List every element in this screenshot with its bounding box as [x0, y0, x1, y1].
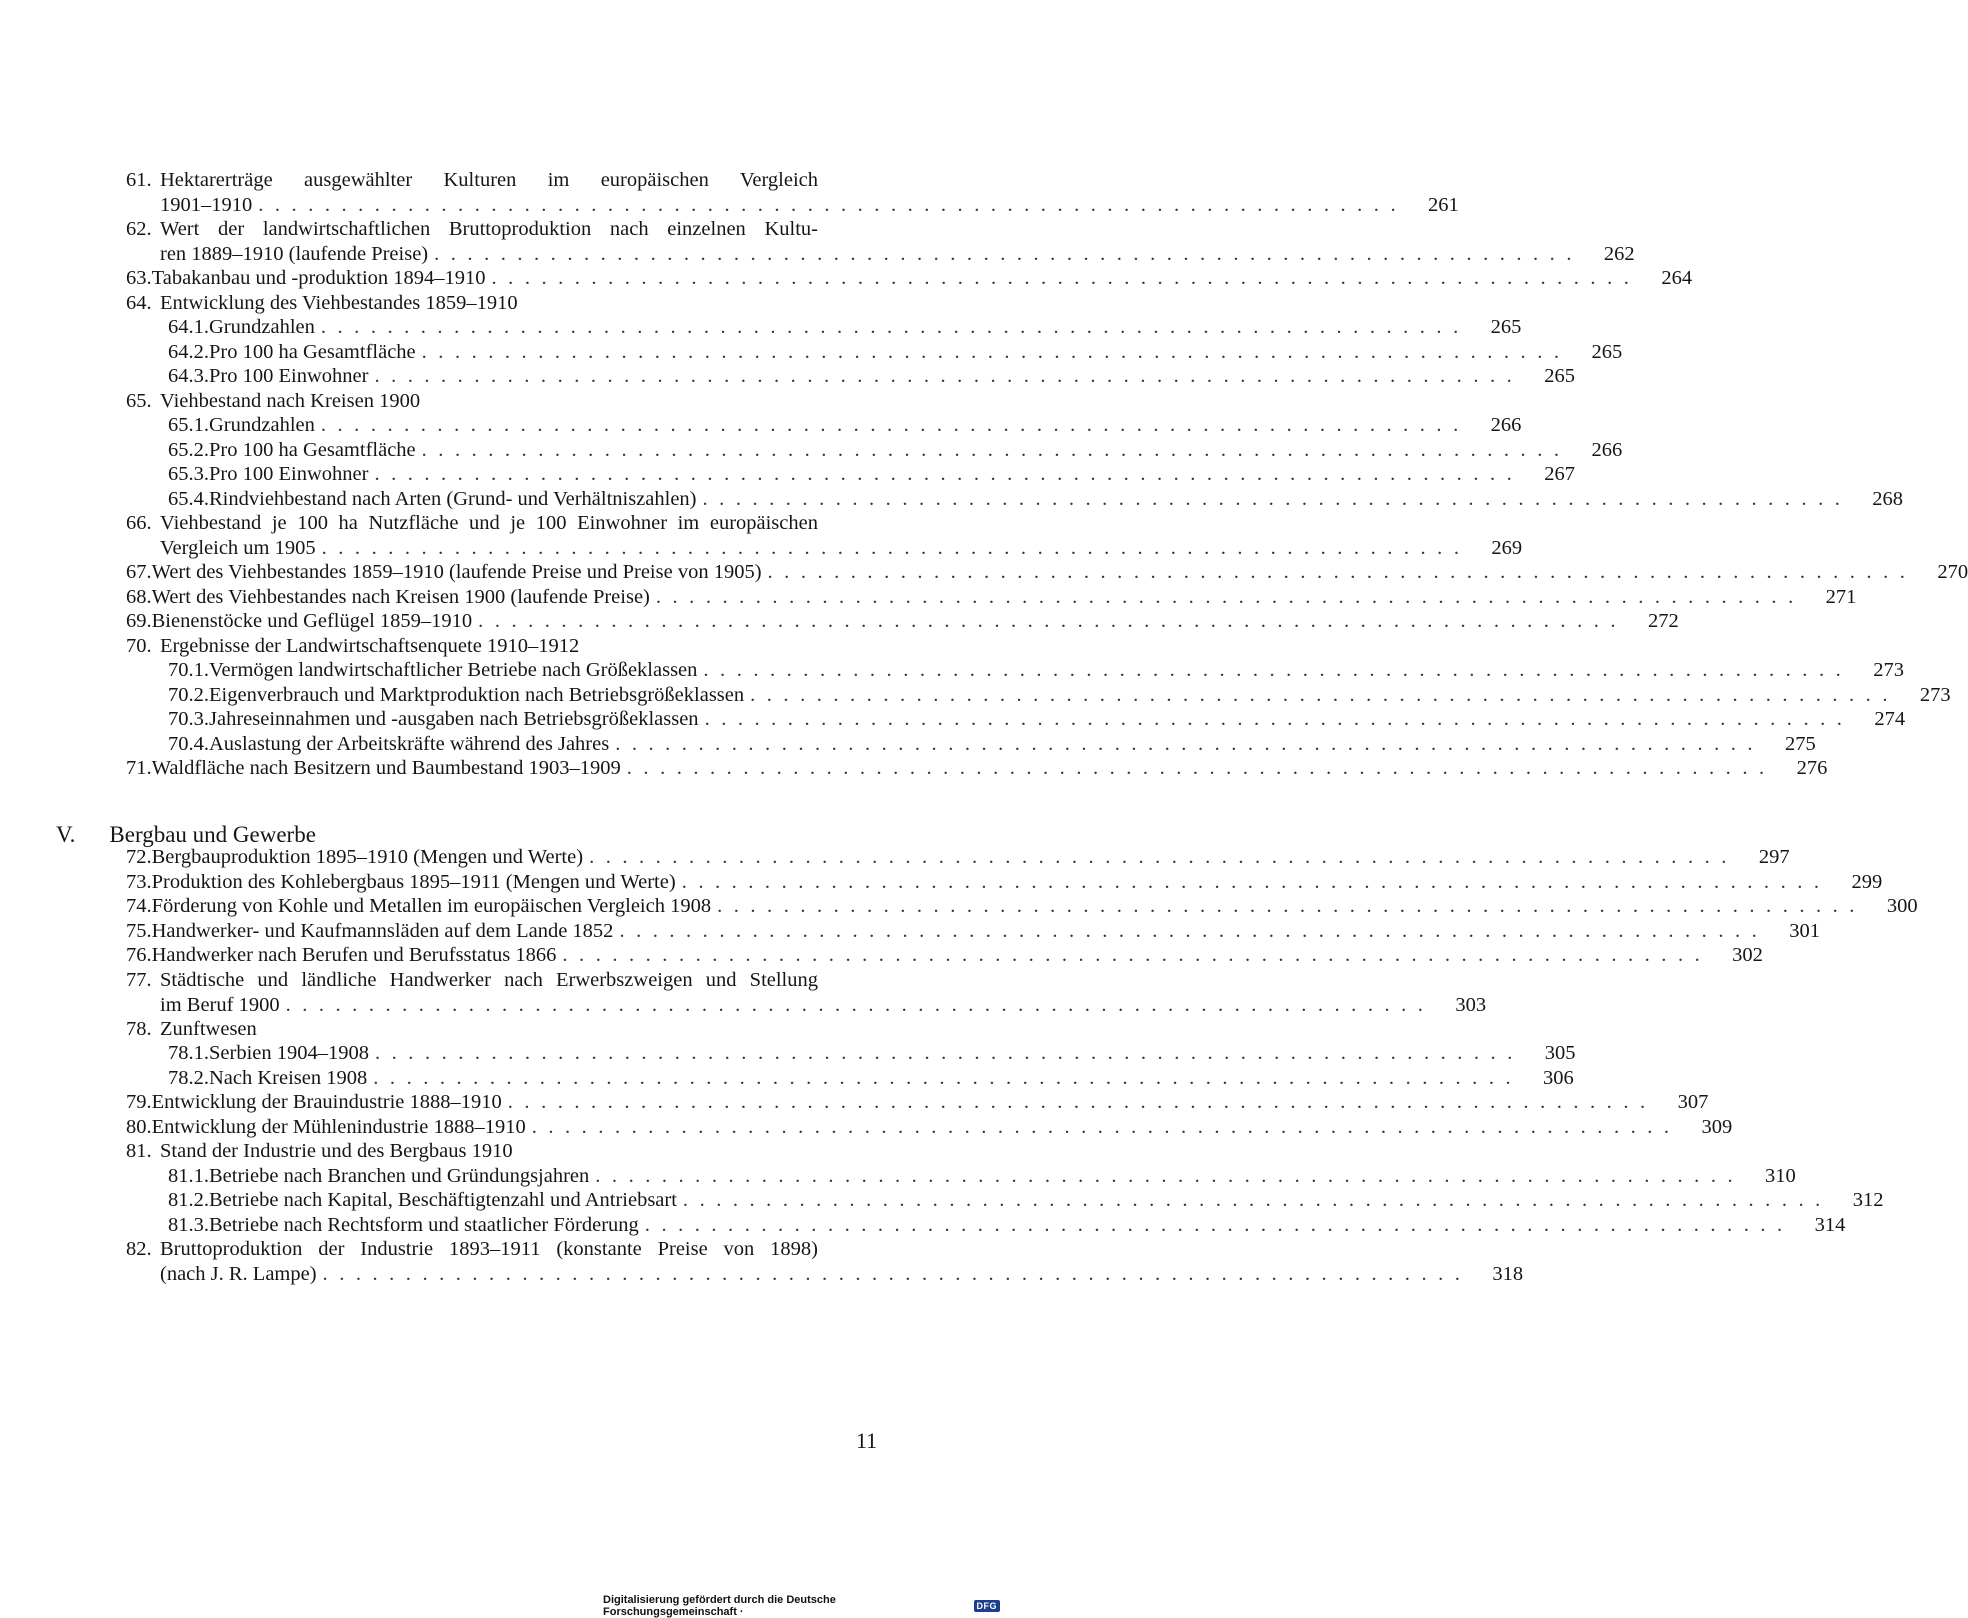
toc-entry-title: Zunftwesen [160, 1017, 257, 1040]
toc-entry-number: 64.2. [168, 340, 209, 363]
toc-entry-number: 65.1. [168, 414, 209, 436]
toc-entry [126, 389, 878, 414]
toc-entry [126, 266, 1693, 291]
leader-dots: . . . . . . . . . . . . . . . . . . . . . . . . . . . . . . . . . . . . . . . . . . . . . . . . . . . . . . . . . . . . . . . . . . . . . [644, 1213, 1786, 1236]
toc-entry-number: 78. [126, 1017, 152, 1040]
toc-page-number: 314 [1814, 1213, 1846, 1236]
leader-dots: . . . . . . . . . . . . . . . . . . . . . . . . . . . . . . . . . . . . . . . . . . . . . . . . . . . . . . . . . . . . . . . . . . . . . [322, 1263, 1464, 1285]
leader-dots: . . . . . . . . . . . . . . . . . . . . . . . . . . . . . . . . . . . . . . . . . . . . . . . . . . . . . . . . . . . . . . . . . . . . . [595, 1164, 1736, 1187]
toc-page-number: 275 [1784, 732, 1816, 755]
toc-entry-title: Bruttoproduktion der Industrie 1893–1911 (konstante Preise von 1898) [160, 1238, 818, 1260]
toc-entry-title: Wert des Viehbestandes nach Kreisen 1900 (laufende Preise) [151, 585, 650, 608]
toc-entry-number: 62. [126, 218, 152, 240]
toc-entry-number: 72. [126, 846, 152, 868]
toc-entry-title: Entwicklung der Brauindustrie 1888–1910 [151, 1091, 502, 1113]
toc-entry-title: Vermögen landwirtschaftlicher Betriebe nach Größeklassen [209, 659, 698, 681]
toc-entry [168, 683, 1951, 708]
toc-entry-title: Hektarerträge ausgewählter Kulturen im europäischen Vergleich [160, 169, 818, 191]
leader-dots: . . . . . . . . . . . . . . . . . . . . . . . . . . . . . . . . . . . . . . . . . . . . . . . . . . . . . . . . . . . . . . . . . . . . . [491, 267, 1633, 289]
toc-entry-number: 70. [126, 634, 152, 657]
leader-dots: . . . . . . . . . . . . . . . . . . . . . . . . . . . . . . . . . . . . . . . . . . . . . . . . . . . . . . . . . . . . . . . . . . . . . [478, 610, 1619, 632]
toc-entry-title: im Beruf 1900 [160, 993, 280, 1016]
toc-page-number: 269 [1491, 537, 1523, 559]
toc-entry-title: Wert des Viehbestandes 1859–1910 (laufende Preise und Preise von 1905) [151, 561, 762, 583]
toc-page-number: 318 [1492, 1263, 1524, 1285]
toc-page-number: 264 [1661, 267, 1693, 289]
toc-entry-title: Viehbestand nach Kreisen 1900 [160, 389, 421, 412]
toc-page-number: 312 [1852, 1189, 1884, 1211]
toc-entry [168, 732, 1816, 757]
toc-entry-number: 64.1. [168, 316, 209, 338]
toc-entry [168, 658, 1904, 683]
toc-entry-title: Tabakanbau und -produktion 1894–1910 [151, 267, 486, 289]
toc-entry [126, 291, 878, 316]
toc-page-number: 265 [1544, 365, 1575, 387]
toc-entry-number: 70.2. [168, 683, 209, 706]
toc-entry [126, 217, 1635, 267]
toc-entry [168, 1041, 1576, 1066]
leader-dots: . . . . . . . . . . . . . . . . . . . . . . . . . . . . . . . . . . . . . . . . . . . . . . . . . . . . . . . . . . . . . . . . . . . . . [507, 1091, 1649, 1113]
leader-dots: . . . . . . . . . . . . . . . . . . . . . . . . . . . . . . . . . . . . . . . . . . . . . . . . . . . . . . . . . . . . . . . . . . . . . [421, 340, 1563, 363]
toc-page-number: 309 [1701, 1115, 1733, 1138]
toc-entry [168, 438, 1623, 463]
toc-entry-title: Betriebe nach Kapital, Beschäftigtenzahl und Antriebsart [209, 1189, 677, 1211]
leader-dots: . . . . . . . . . . . . . . . . . . . . . . . . . . . . . . . . . . . . . . . . . . . . . . . . . . . . . . . . . . . . . . . . . . . . . [374, 365, 1515, 387]
dfg-logo: DFG [974, 1600, 1001, 1612]
toc-entry [126, 609, 1679, 634]
toc-page-number: 276 [1796, 757, 1828, 779]
toc-entry-number: 67. [126, 561, 152, 583]
toc-entry [126, 1237, 1524, 1287]
toc-entry-title: ren 1889–1910 (laufende Preise) [160, 243, 429, 265]
leader-dots: . . . . . . . . . . . . . . . . . . . . . . . . . . . . . . . . . . . . . . . . . . . . . . . . . . . . . . . . . . . . . . . . . . . . . [374, 463, 1515, 485]
toc-page-number: 268 [1872, 487, 1904, 510]
leader-dots: . . . . . . . . . . . . . . . . . . . . . . . . . . . . . . . . . . . . . . . . . . . . . . . . . . . . . . . . . . . . . . . . . . . . . [655, 585, 1797, 608]
page-number: 11 [856, 1428, 878, 1453]
toc-entry [126, 585, 1857, 610]
toc-entry-number: 81. [126, 1140, 152, 1162]
leader-dots: . . . . . . . . . . . . . . . . . . . . . . . . . . . . . . . . . . . . . . . . . . . . . . . . . . . . . . . . . . . . . . . . . . . . . [681, 870, 1823, 893]
toc-page-number: 274 [1874, 708, 1906, 730]
leader-dots: . . . . . . . . . . . . . . . . . . . . . . . . . . . . . . . . . . . . . . . . . . . . . . . . . . . . . . . . . . . . . . . . . . . . . [531, 1115, 1673, 1138]
toc-entry [168, 1164, 1796, 1189]
toc-entry-title: Grundzahlen [209, 316, 315, 338]
toc-entry [168, 1213, 1846, 1238]
toc-entry [126, 1017, 878, 1042]
toc-page-number: 299 [1851, 870, 1883, 893]
toc-entry-title: Jahreseinnahmen und -ausgaben nach Betriebsgrößeklassen [209, 708, 699, 730]
toc-entry-title: Pro 100 ha Gesamtfläche [209, 438, 416, 461]
leader-dots: . . . . . . . . . . . . . . . . . . . . . . . . . . . . . . . . . . . . . . . . . . . . . . . . . . . . . . . . . . . . . . . . . . . . . [373, 1066, 1514, 1089]
toc-entry-title: (nach J. R. Lampe) [160, 1263, 317, 1285]
toc-entry-number: 70.4. [168, 732, 209, 755]
toc-entry [126, 845, 1790, 870]
toc-entry [126, 1090, 1709, 1115]
toc-page-number: 273 [1873, 659, 1904, 681]
toc-entry-title: Handwerker- und Kaufmannsläden auf dem Lande 1852 [151, 919, 614, 942]
leader-dots: . . . . . . . . . . . . . . . . . . . . . . . . . . . . . . . . . . . . . . . . . . . . . . . . . . . . . . . . . . . . . . . . . . . . . [285, 993, 1427, 1016]
toc-entry-number: 65.2. [168, 438, 209, 461]
toc-entry-number: 63. [126, 267, 152, 289]
toc-entry-title: Auslastung der Arbeitskräfte während des Jahres [209, 732, 610, 755]
toc-entry-title: Entwicklung des Viehbestandes 1859–1910 [160, 291, 518, 314]
toc-entry [168, 462, 1575, 487]
toc-entry [126, 919, 1820, 944]
toc-entry [126, 943, 1763, 968]
toc-entry [126, 168, 1459, 218]
toc-page-number: 297 [1758, 846, 1790, 868]
toc-entry [168, 413, 1522, 438]
toc-page-number: 300 [1886, 895, 1918, 917]
toc-entry-number: 78.2. [168, 1066, 209, 1089]
toc-entry [168, 315, 1522, 340]
toc-entry [168, 707, 1906, 732]
toc-entry-title: Wert der landwirtschaftlichen Bruttoproduktion nach einzelnen Kultu- [160, 218, 818, 240]
toc-entry-number: 76. [126, 944, 152, 966]
toc-entry-title: Eigenverbrauch und Marktproduktion nach Betriebsgrößeklassen [209, 683, 745, 706]
toc-entry-number: 65.3. [168, 463, 209, 485]
leader-dots: . . . . . . . . . . . . . . . . . . . . . . . . . . . . . . . . . . . . . . . . . . . . . . . . . . . . . . . . . . . . . . . . . . . . . [434, 243, 1575, 265]
toc-entry-title: Rindviehbestand nach Arten (Grund- und Verhältniszahlen) [209, 487, 697, 510]
toc-entry-title: Betriebe nach Rechtsform und staatlicher Förderung [209, 1213, 639, 1236]
toc-entry-title: Handwerker nach Berufen und Berufsstatus 1866 [151, 944, 557, 966]
toc-entry-title: Bergbauproduktion 1895–1910 (Mengen und Werte) [151, 846, 584, 868]
toc-entry-number: 65.4. [168, 487, 209, 510]
toc-entry [126, 894, 1918, 919]
toc-entry-number: 61. [126, 169, 152, 191]
toc-page-number: 310 [1765, 1164, 1796, 1187]
toc-entry [126, 1115, 1733, 1140]
toc-entry-title: Pro 100 ha Gesamtfläche [209, 340, 416, 363]
toc-entry-number: 66. [126, 512, 152, 534]
leader-dots: . . . . . . . . . . . . . . . . . . . . . . . . . . . . . . . . . . . . . . . . . . . . . . . . . . . . . . . . . . . . . . . . . . . . . [682, 1189, 1824, 1211]
toc-page-number: 266 [1490, 414, 1522, 436]
toc-page-number: 261 [1428, 194, 1459, 216]
toc-entry [168, 1188, 1884, 1213]
toc-page-number: 265 [1591, 340, 1623, 363]
toc-entry [126, 634, 878, 659]
toc-entry-title: Waldfläche nach Besitzern und Baumbestand 1903–1909 [151, 757, 621, 779]
footer-text: Digitalisierung gefördert durch die Deutsche Forschungsgemeinschaft · [603, 1594, 836, 1618]
section-heading [56, 822, 316, 848]
toc-entry-number: 64.3. [168, 365, 209, 387]
toc-entry-number: 71. [126, 757, 152, 779]
leader-dots: . . . . . . . . . . . . . . . . . . . . . . . . . . . . . . . . . . . . . . . . . . . . . . . . . . . . . . . . . . . . . . . . . . . . . [702, 487, 1844, 510]
toc-page-number: 303 [1455, 993, 1487, 1016]
leader-dots: . . . . . . . . . . . . . . . . . . . . . . . . . . . . . . . . . . . . . . . . . . . . . . . . . . . . . . . . . . . . . . . . . . . . . [258, 194, 1399, 216]
leader-dots: . . . . . . . . . . . . . . . . . . . . . . . . . . . . . . . . . . . . . . . . . . . . . . . . . . . . . . . . . . . . . . . . . . . . . [704, 708, 1846, 730]
toc-entry-title: Bienenstöcke und Geflügel 1859–1910 [151, 610, 473, 632]
leader-dots: . . . . . . . . . . . . . . . . . . . . . . . . . . . . . . . . . . . . . . . . . . . . . . . . . . . . . . . . . . . . . . . . . . . . . [320, 316, 1462, 338]
toc-entry [126, 560, 1968, 585]
toc-entry [168, 1066, 1574, 1091]
leader-dots: . . . . . . . . . . . . . . . . . . . . . . . . . . . . . . . . . . . . . . . . . . . . . . . . . . . . . . . . . . . . . . . . . . . . . [717, 895, 1858, 917]
toc-entry-number: 81.3. [168, 1213, 209, 1236]
toc-entry-title: Entwicklung der Mühlenindustrie 1888–1910 [151, 1115, 526, 1138]
leader-dots: . . . . . . . . . . . . . . . . . . . . . . . . . . . . . . . . . . . . . . . . . . . . . . . . . . . . . . . . . . . . . . . . . . . . . [375, 1042, 1516, 1064]
toc-page-number: 262 [1603, 243, 1635, 265]
section-numeral: V. [56, 822, 76, 847]
toc-entry-title: Produktion des Kohlebergbaus 1895–1911 (Mengen und Werte) [151, 870, 676, 893]
toc-entry-number: 74. [126, 895, 152, 917]
toc-entry-title: Serbien 1904–1908 [209, 1042, 369, 1064]
toc-entry-title: Nach Kreisen 1908 [209, 1066, 368, 1089]
toc-entry-number: 69. [126, 610, 152, 632]
toc-entry-number: 81.2. [168, 1189, 209, 1211]
leader-dots: . . . . . . . . . . . . . . . . . . . . . . . . . . . . . . . . . . . . . . . . . . . . . . . . . . . . . . . . . . . . . . . . . . . . . [750, 683, 1891, 706]
leader-dots: . . . . . . . . . . . . . . . . . . . . . . . . . . . . . . . . . . . . . . . . . . . . . . . . . . . . . . . . . . . . . . . . . . . . . [320, 414, 1462, 436]
leader-dots: . . . . . . . . . . . . . . . . . . . . . . . . . . . . . . . . . . . . . . . . . . . . . . . . . . . . . . . . . . . . . . . . . . . . . [703, 659, 1844, 681]
toc-entry-number: 65. [126, 389, 152, 412]
toc-entry [126, 870, 1883, 895]
toc-entry-number: 77. [126, 968, 152, 991]
toc-entry [126, 511, 1523, 561]
toc-entry-title: Stand der Industrie und des Bergbaus 1910 [160, 1140, 513, 1162]
toc-entry [168, 364, 1575, 389]
toc-entry-title: Ergebnisse der Landwirtschaftsenquete 1910–1912 [160, 634, 580, 657]
leader-dots: . . . . . . . . . . . . . . . . . . . . . . . . . . . . . . . . . . . . . . . . . . . . . . . . . . . . . . . . . . . . . . . . . . . . . [767, 561, 1909, 583]
toc-entry-number: 73. [126, 870, 152, 893]
toc-page-number: 267 [1544, 463, 1575, 485]
toc-page-number: 301 [1789, 919, 1820, 942]
toc-entry [126, 968, 1487, 1018]
toc-entry-title: Pro 100 Einwohner [209, 365, 369, 387]
toc-page-number: 272 [1647, 610, 1679, 632]
leader-dots: . . . . . . . . . . . . . . . . . . . . . . . . . . . . . . . . . . . . . . . . . . . . . . . . . . . . . . . . . . . . . . . . . . . . . [619, 919, 1760, 942]
toc-entry-title: Vergleich um 1905 [160, 537, 316, 559]
toc-page-number: 265 [1490, 316, 1522, 338]
toc-entry-number: 81.1. [168, 1164, 209, 1187]
toc-entry [126, 756, 1828, 781]
toc-entry-number: 64. [126, 291, 152, 314]
toc-entry [126, 1139, 878, 1164]
toc-page-number: 273 [1919, 683, 1951, 706]
toc-page-number: 305 [1544, 1042, 1576, 1064]
toc-entry-number: 78.1. [168, 1042, 209, 1064]
toc-page-number: 266 [1591, 438, 1623, 461]
toc-entry-number: 82. [126, 1238, 152, 1260]
toc-page-number: 270 [1937, 561, 1968, 583]
toc-entry-number: 79. [126, 1091, 152, 1113]
leader-dots: . . . . . . . . . . . . . . . . . . . . . . . . . . . . . . . . . . . . . . . . . . . . . . . . . . . . . . . . . . . . . . . . . . . . . [615, 732, 1756, 755]
toc-entry-title: Grundzahlen [209, 414, 315, 436]
leader-dots: . . . . . . . . . . . . . . . . . . . . . . . . . . . . . . . . . . . . . . . . . . . . . . . . . . . . . . . . . . . . . . . . . . . . . [321, 537, 1463, 559]
toc-entry [168, 340, 1623, 365]
toc-entry-title: Betriebe nach Branchen und Gründungsjahren [209, 1164, 590, 1187]
toc-page-number: 302 [1732, 944, 1763, 966]
footer-credit [603, 1594, 1000, 1618]
toc-entry-title: Pro 100 Einwohner [209, 463, 369, 485]
toc-entry-title: Viehbestand je 100 ha Nutzfläche und je 100 Einwohner im europäischen [160, 512, 818, 534]
leader-dots: . . . . . . . . . . . . . . . . . . . . . . . . . . . . . . . . . . . . . . . . . . . . . . . . . . . . . . . . . . . . . . . . . . . . . [421, 438, 1563, 461]
toc-entry-number: 80. [126, 1115, 152, 1138]
toc-entry-number: 70.1. [168, 659, 209, 681]
toc-entry-number: 75. [126, 919, 152, 942]
toc-entry-title: Förderung von Kohle und Metallen im europäischen Vergleich 1908 [151, 895, 712, 917]
toc-page-number: 306 [1543, 1066, 1574, 1089]
toc-entry-title: 1901–1910 [160, 194, 253, 216]
toc-page-number: 271 [1825, 585, 1857, 608]
section-title: Bergbau und Gewerbe [109, 822, 316, 847]
leader-dots: . . . . . . . . . . . . . . . . . . . . . . . . . . . . . . . . . . . . . . . . . . . . . . . . . . . . . . . . . . . . . . . . . . . . . [589, 846, 1730, 868]
leader-dots: . . . . . . . . . . . . . . . . . . . . . . . . . . . . . . . . . . . . . . . . . . . . . . . . . . . . . . . . . . . . . . . . . . . . . [626, 757, 1768, 779]
leader-dots: . . . . . . . . . . . . . . . . . . . . . . . . . . . . . . . . . . . . . . . . . . . . . . . . . . . . . . . . . . . . . . . . . . . . . [562, 944, 1703, 966]
toc-entry-number: 68. [126, 585, 152, 608]
toc-page-number: 307 [1677, 1091, 1709, 1113]
toc-entry-title: Städtische und ländliche Handwerker nach Erwerbszweigen und Stellung [160, 968, 818, 991]
toc-entry-number: 70.3. [168, 708, 209, 730]
toc-entry [168, 487, 1904, 512]
